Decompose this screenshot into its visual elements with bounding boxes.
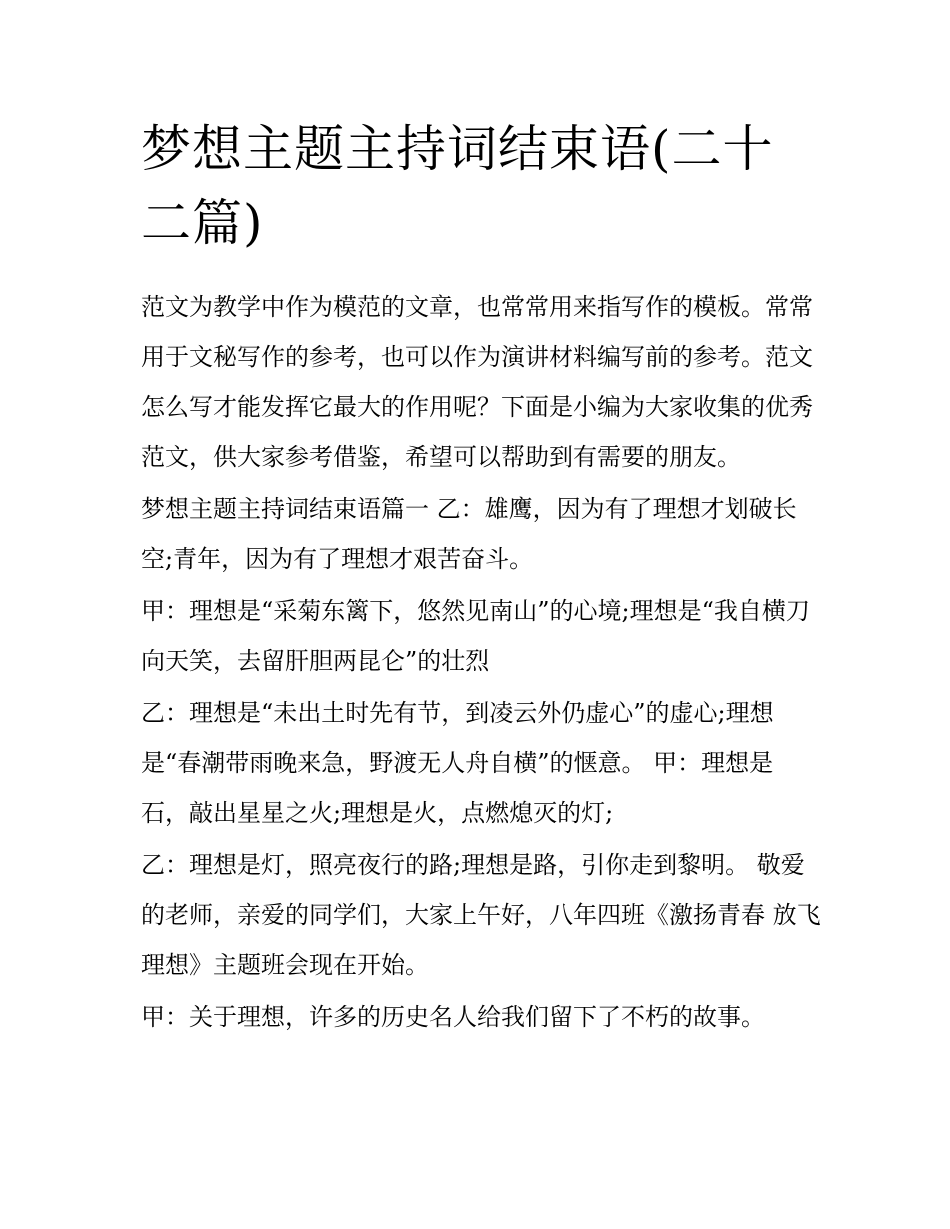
body-paragraph: 梦想主题主持词结束语篇一 乙：雄鹰，因为有了理想才划破长空;青年，因为有了理想才艰苦奋斗。 xyxy=(141,495,797,573)
body-paragraph: 乙：理想是灯，照亮夜行的路;理想是路，引你走到黎明。 敬爱的老师，亲爱的同学们，大家上午好，八年四班《激扬青春 放飞理想》主题班会现在开始。 xyxy=(141,851,821,979)
document-page xyxy=(141,112,821,1044)
intro-paragraph: 范文为教学中作为模范的文章，也常常用来指写作的模板。常常用于文秘写作的参考，也可以作为演讲材料编写前的参考。范文怎么写才能发挥它最大的作用呢？下面是小编为大家收集的优秀范文，供大家参考借鉴，希望可以帮助到有需要的朋友。 xyxy=(141,293,813,471)
document-title: 梦想主题主持词结束语(二十二篇) xyxy=(141,120,774,252)
body-paragraph: 甲：理想是“采菊东篱下，悠然见南山”的心境;理想是“我自横刀向天笑，去留肝胆两昆仑”的壮烈 xyxy=(141,597,810,675)
body-paragraph: 乙：理想是“未出土时先有节，到凌云外仍虚心”的虚心;理想是“春潮带雨晚来急，野渡无人舟自横”的惬意。 甲：理想是石，敲出星星之火;理想是火，点燃熄灭的灯; xyxy=(141,699,774,827)
body-paragraph: 甲：关于理想，许多的历史名人给我们留下了不朽的故事。 xyxy=(141,1003,765,1031)
